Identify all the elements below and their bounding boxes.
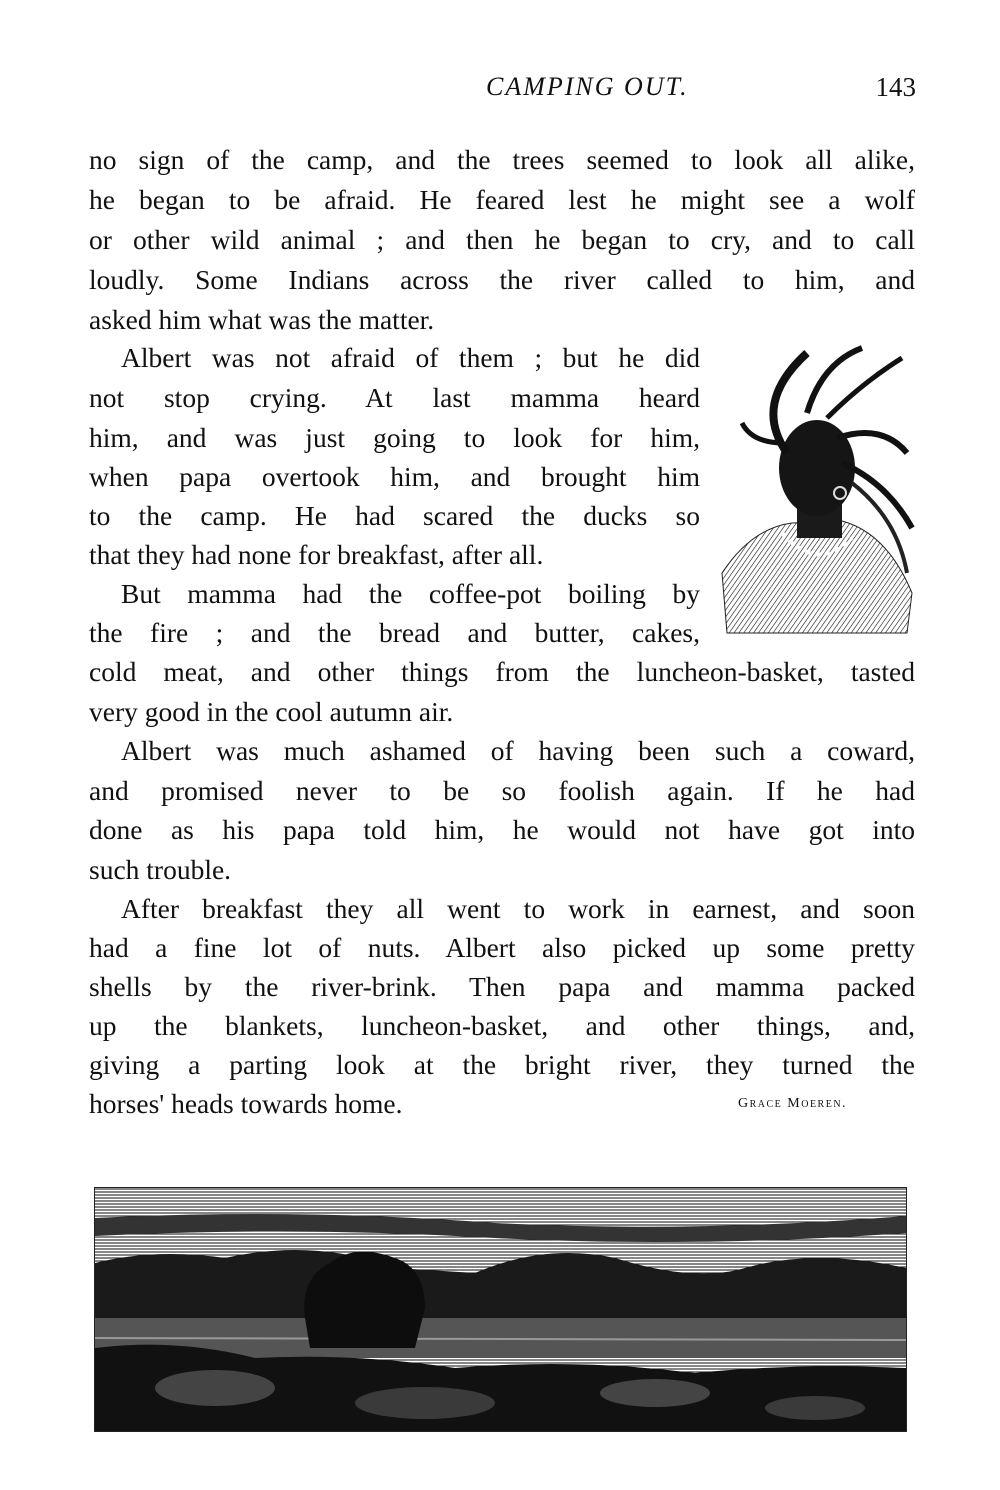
text-line: not stop crying. At last mamma heard <box>89 382 700 413</box>
text-line: Albert was not afraid of them ; but he did <box>121 342 700 373</box>
text-line: that they had none for breakfast, after all. <box>89 539 544 570</box>
text-line: shells by the river-brink. Then papa and mamma packed <box>89 971 915 1002</box>
author-signature: Grace Moeren. <box>738 1096 848 1111</box>
text-line: asked him what was the matter. <box>89 304 435 335</box>
engraved-portrait-icon <box>712 343 918 643</box>
text-line: him, and was just going to look for him, <box>89 422 700 453</box>
text-line: or other wild animal ; and then he began to cry, and to call <box>89 224 915 255</box>
running-title: CAMPING OUT. <box>486 72 689 101</box>
text-line: such trouble. <box>89 854 232 885</box>
text-line: giving a parting look at the bright river, they turned the <box>89 1049 915 1080</box>
text-line: and promised never to be so foolish again. If he had <box>89 775 915 806</box>
text-line: cold meat, and other things from the luncheon-basket, tasted <box>89 656 915 687</box>
text-line: no sign of the camp, and the trees seemed to look all alike, <box>89 144 915 175</box>
page-number: 143 <box>875 72 916 102</box>
text-line: he began to be afraid. He feared lest he might see a wolf <box>89 184 915 215</box>
text-line: After breakfast they all went to work in earnest, and soon <box>121 893 915 924</box>
text-line: horses' heads towards home. <box>89 1088 403 1119</box>
page-header <box>90 72 916 112</box>
text-line: But mamma had the coffee-pot boiling by <box>121 578 700 609</box>
text-line: to the camp. He had scared the ducks so <box>89 500 700 531</box>
engraved-landscape-icon <box>94 1187 907 1432</box>
text-line: had a fine lot of nuts. Albert also picked up some pretty <box>89 932 915 963</box>
text-line: up the blankets, luncheon-basket, and other things, and, <box>89 1010 915 1041</box>
text-line: the fire ; and the bread and butter, cakes, <box>89 617 700 648</box>
text-line: loudly. Some Indians across the river called to him, and <box>89 264 915 295</box>
text-line: very good in the cool autumn air. <box>89 696 454 727</box>
text-line: when papa overtook him, and brought him <box>89 461 700 492</box>
text-line: done as his papa told him, he would not have got into <box>89 814 915 845</box>
text-line: Albert was much ashamed of having been such a coward, <box>121 735 915 766</box>
